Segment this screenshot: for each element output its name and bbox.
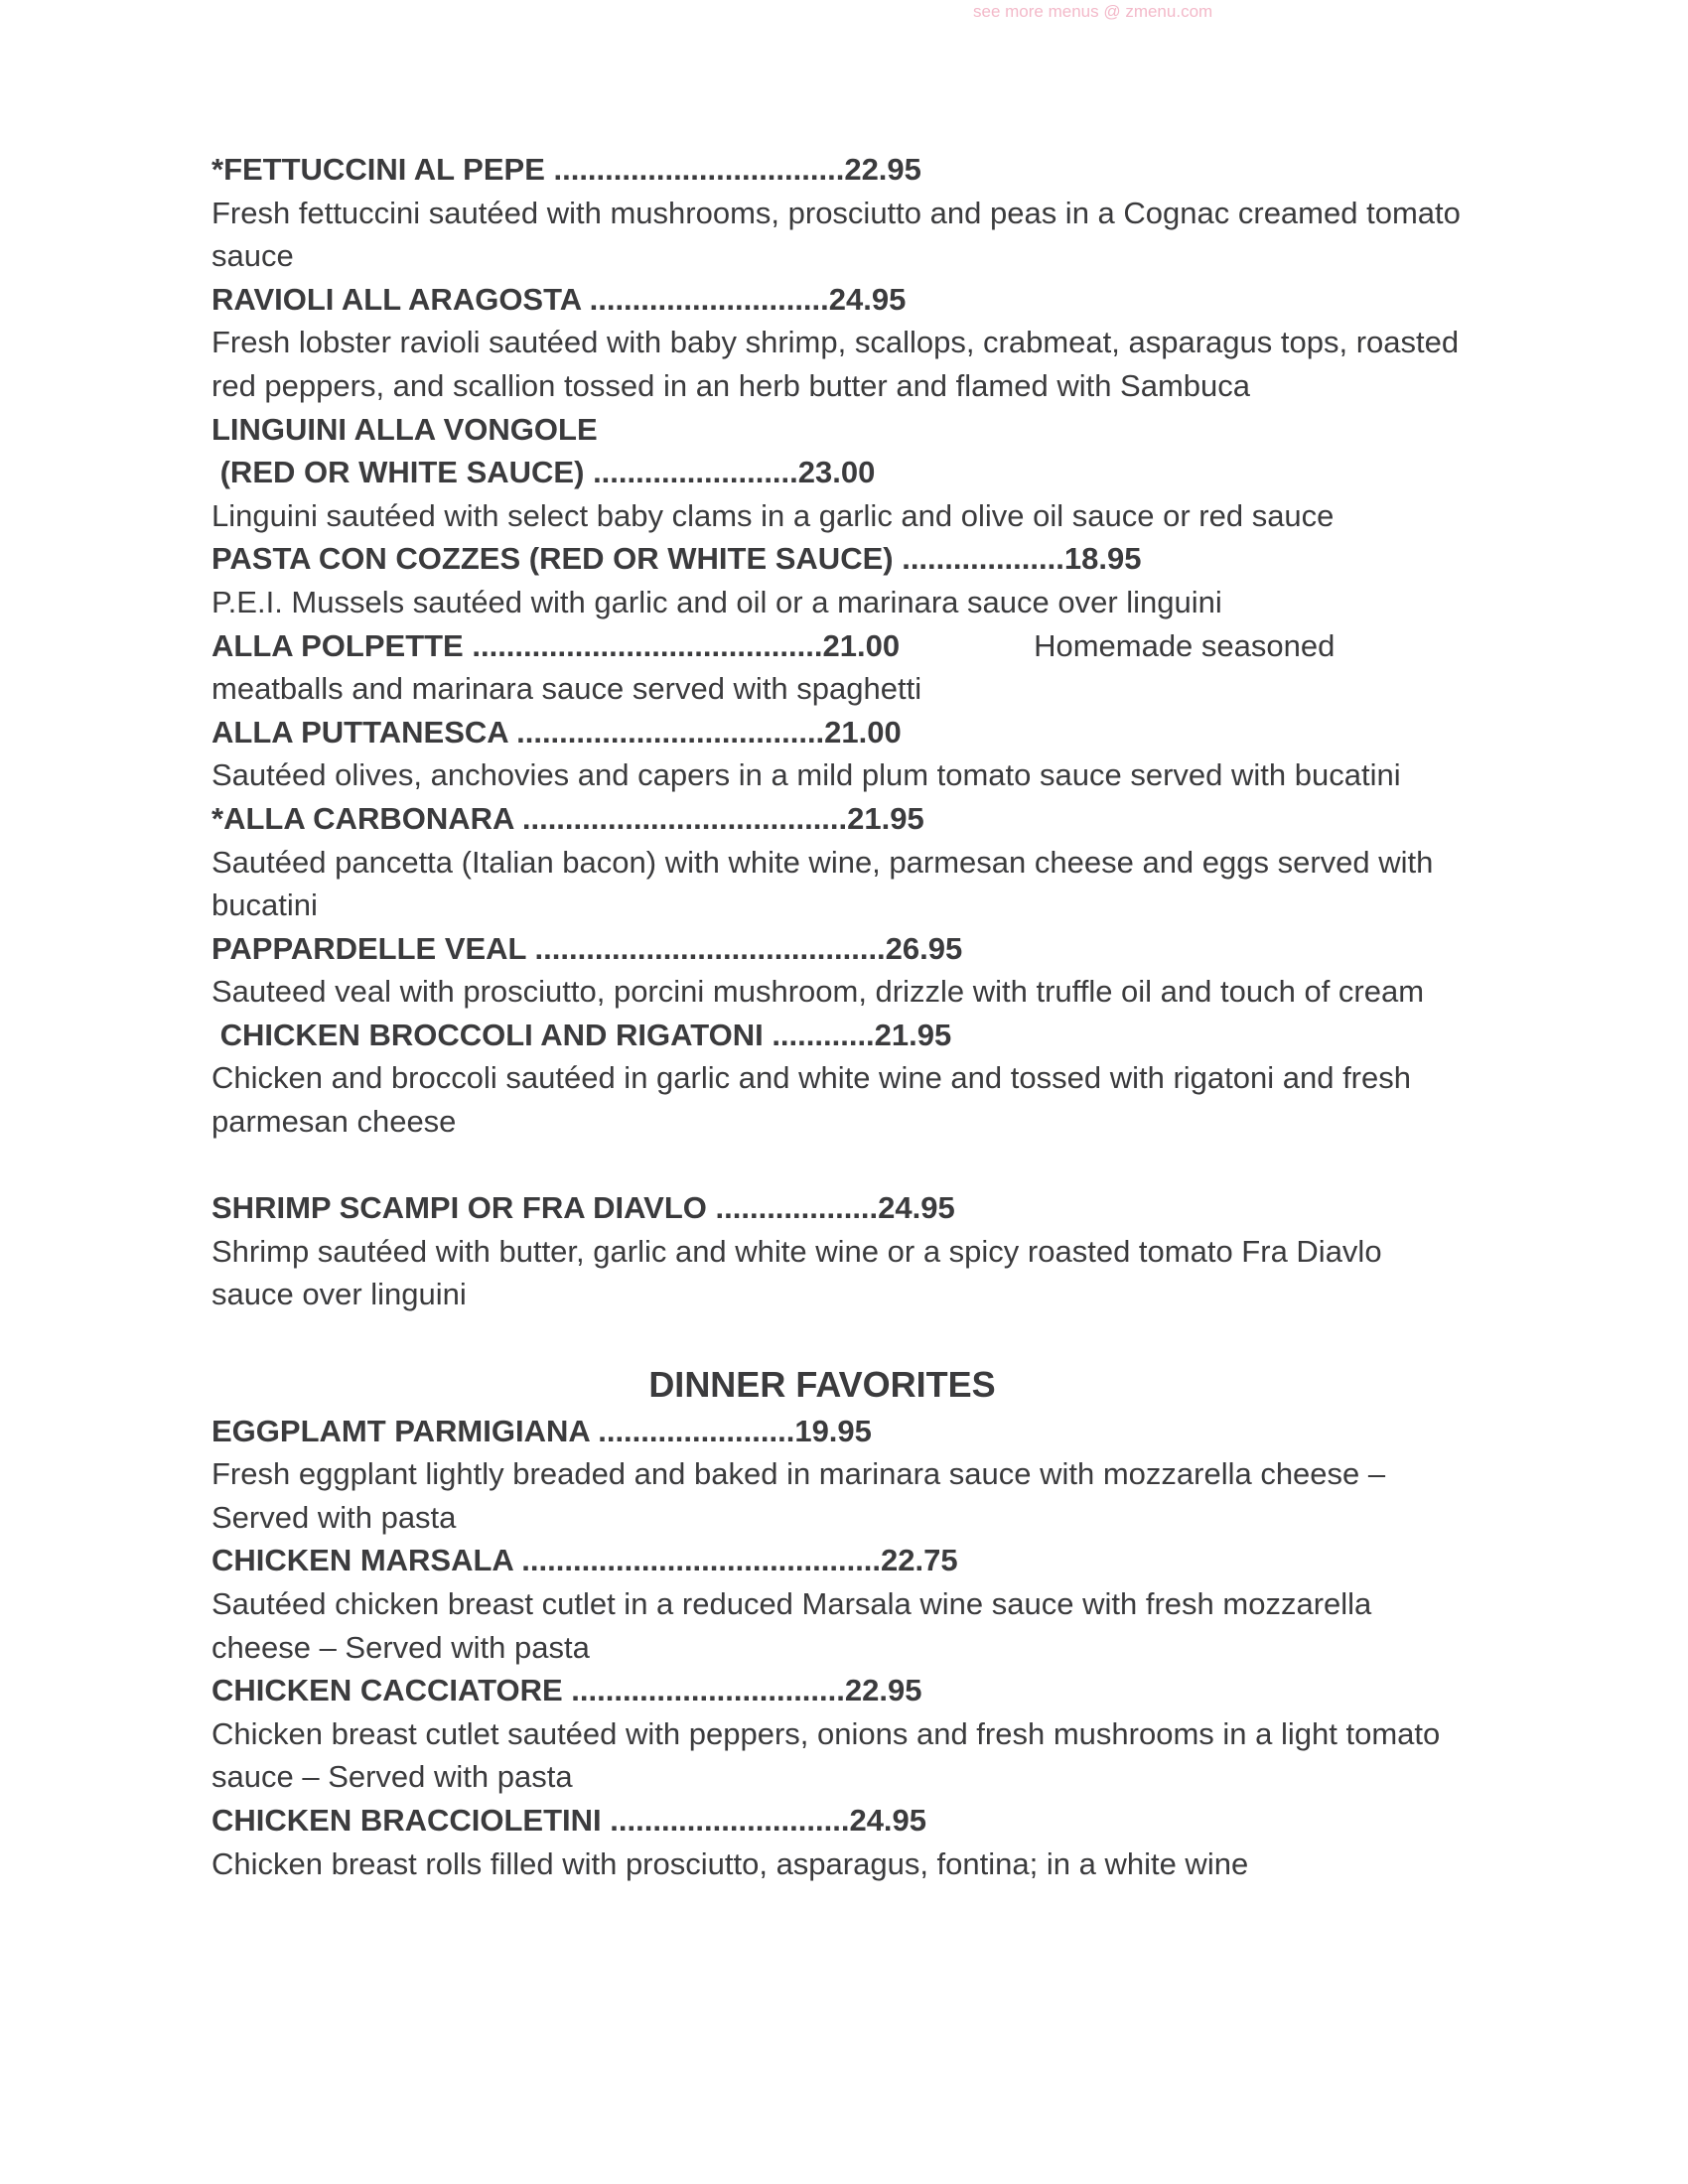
item-name-line (211, 797, 1492, 841)
leader-dots: .................................... (516, 714, 825, 750)
item-name: CHICKEN MARSALA (211, 1543, 522, 1578)
item-description: Linguini sautéed with select baby clams in a garlic and olive oil sauce or red sauce (211, 497, 1335, 533)
item-name: CHICKEN CACCIATORE (211, 1673, 572, 1708)
item-name-line (211, 537, 1492, 581)
menu-page (211, 148, 1492, 1885)
item-name: PASTA CON COZZES (RED OR WHITE SAUCE) (211, 541, 903, 577)
item-name: ALLA POLPETTE (211, 627, 473, 663)
leader-dots: ......................................... (472, 627, 823, 663)
item-description-inline: Homemade seasoned (1034, 627, 1336, 663)
spacer (211, 1144, 1492, 1187)
item-description: Chicken breast rolls filled with prosciutto, asparagus, fontina; in a white wine (211, 1845, 1249, 1881)
item-name: ALLA PUTTANESCA (211, 714, 517, 750)
item-name-line (211, 624, 1492, 668)
item-name-line (211, 711, 1492, 754)
menu-item (211, 537, 1492, 623)
item-description: Fresh eggplant lightly breaded and baked in marinara sauce with mozzarella cheese – Served with pasta (211, 1456, 1386, 1535)
item-description: Chicken and broccoli sautéed in garlic and white wine and tossed with rigatoni and fresh parmesan cheese (211, 1060, 1411, 1140)
menu-item (211, 1186, 1492, 1316)
leader-dots: ................................ (571, 1673, 845, 1708)
item-price: 24.95 (828, 281, 907, 317)
item-name: CHICKEN BRACCIOLETINI (211, 1802, 611, 1838)
item-description: Sautéed pancetta (Italian bacon) with white wine, parmesan cheese and eggs served with bucatini (211, 844, 1434, 923)
menu-item (211, 1410, 1492, 1540)
item-description: Fresh fettuccini sautéed with mushrooms, prosciutto and peas in a Cognac creamed tomato sauce (211, 195, 1461, 274)
item-name-line (211, 451, 1492, 494)
watermark: see more menus @ zmenu.com (973, 2, 1213, 21)
menu-item (211, 278, 1492, 408)
item-price: 19.95 (794, 1413, 872, 1448)
leader-dots: ...................................... (521, 800, 848, 836)
item-name-line (211, 1799, 1492, 1843)
item-price: 22.95 (844, 152, 921, 187)
item-name-line (211, 1669, 1492, 1712)
item-price: 21.95 (847, 800, 924, 836)
item-name: RAVIOLI ALL ARAGOSTA (211, 281, 590, 317)
leader-dots: ........................ (593, 455, 798, 490)
item-price: 21.95 (874, 1017, 952, 1052)
item-name-sub: (RED OR WHITE SAUCE) (211, 455, 594, 490)
item-name: LINGUINI ALLA VONGOLE (211, 411, 598, 447)
item-description: Chicken breast cutlet sautéed with peppers, onions and fresh mushrooms in a light tomato sauce – Served with pasta (211, 1715, 1441, 1795)
item-description: meatballs and marinara sauce served with spaghetti (211, 671, 922, 707)
item-description: Sautéed olives, anchovies and capers in a mild plum tomato sauce served with bucatini (211, 757, 1401, 793)
item-description: P.E.I. Mussels sautéed with garlic and oil or a marinara sauce over linguini (211, 584, 1222, 619)
leader-dots: .................................. (553, 152, 845, 187)
leader-dots: ................... (902, 541, 1064, 577)
item-name-line (211, 1410, 1492, 1453)
item-name-line (211, 927, 1492, 971)
item-price: 24.95 (849, 1802, 927, 1838)
leader-dots: ................... (715, 1190, 879, 1226)
item-description: Sauteed veal with prosciutto, porcini mushroom, drizzle with truffle oil and touch of cream (211, 974, 1425, 1010)
item-price: 22.95 (844, 1673, 922, 1708)
leader-dots: ............................ (610, 1802, 850, 1838)
item-name-line (211, 148, 1492, 192)
item-name: CHICKEN BROCCOLI AND RIGATONI (211, 1017, 773, 1052)
menu-item (211, 927, 1492, 1014)
item-price: 21.00 (824, 714, 902, 750)
menu-item (211, 711, 1492, 797)
item-name: PAPPARDELLE VEAL (211, 930, 535, 966)
leader-dots: ............................ (589, 281, 829, 317)
menu-item (211, 624, 1492, 711)
item-name-line (211, 1014, 1492, 1057)
item-price: 21.00 (822, 627, 901, 663)
item-name-line (211, 1186, 1492, 1230)
item-description: Sautéed chicken breast cutlet in a reduced Marsala wine sauce with fresh mozzarella cheese – Served with pasta (211, 1586, 1372, 1665)
item-name-line (211, 1539, 1492, 1582)
leader-dots: .......................................... (521, 1543, 882, 1578)
leader-dots: ......................................... (534, 930, 886, 966)
item-description: Shrimp sautéed with butter, garlic and white wine or a spicy roasted tomato Fra Diavlo sauce over linguini (211, 1233, 1382, 1312)
section-heading: DINNER FAVORITES (648, 1363, 996, 1405)
spacer (211, 1316, 1492, 1360)
menu-item (211, 1799, 1492, 1885)
leader-dots: ....................... (598, 1413, 795, 1448)
item-price: 23.00 (797, 455, 876, 490)
item-name: SHRIMP SCAMPI OR FRA DIAVLO (211, 1190, 716, 1226)
item-description: Fresh lobster ravioli sautéed with baby shrimp, scallops, crabmeat, asparagus tops, roasted red peppers, and scallion tossed in an herb butter and flamed with Sambuca (211, 325, 1460, 403)
menu-item (211, 408, 1492, 538)
menu-item (211, 1669, 1492, 1799)
item-name: *ALLA CARBONARA (211, 800, 522, 836)
menu-item (211, 797, 1492, 927)
item-name: *FETTUCCINI AL PEPE (211, 152, 554, 187)
leader-dots: ............ (772, 1017, 875, 1052)
item-price: 18.95 (1063, 541, 1142, 577)
menu-item (211, 1539, 1492, 1669)
item-price: 24.95 (878, 1190, 955, 1226)
menu-item (211, 1014, 1492, 1144)
item-price: 22.75 (881, 1543, 958, 1578)
menu-item (211, 148, 1492, 278)
item-name: EGGPLAMT PARMIGIANA (211, 1413, 599, 1448)
item-name-line (211, 278, 1492, 322)
item-price: 26.95 (885, 930, 963, 966)
